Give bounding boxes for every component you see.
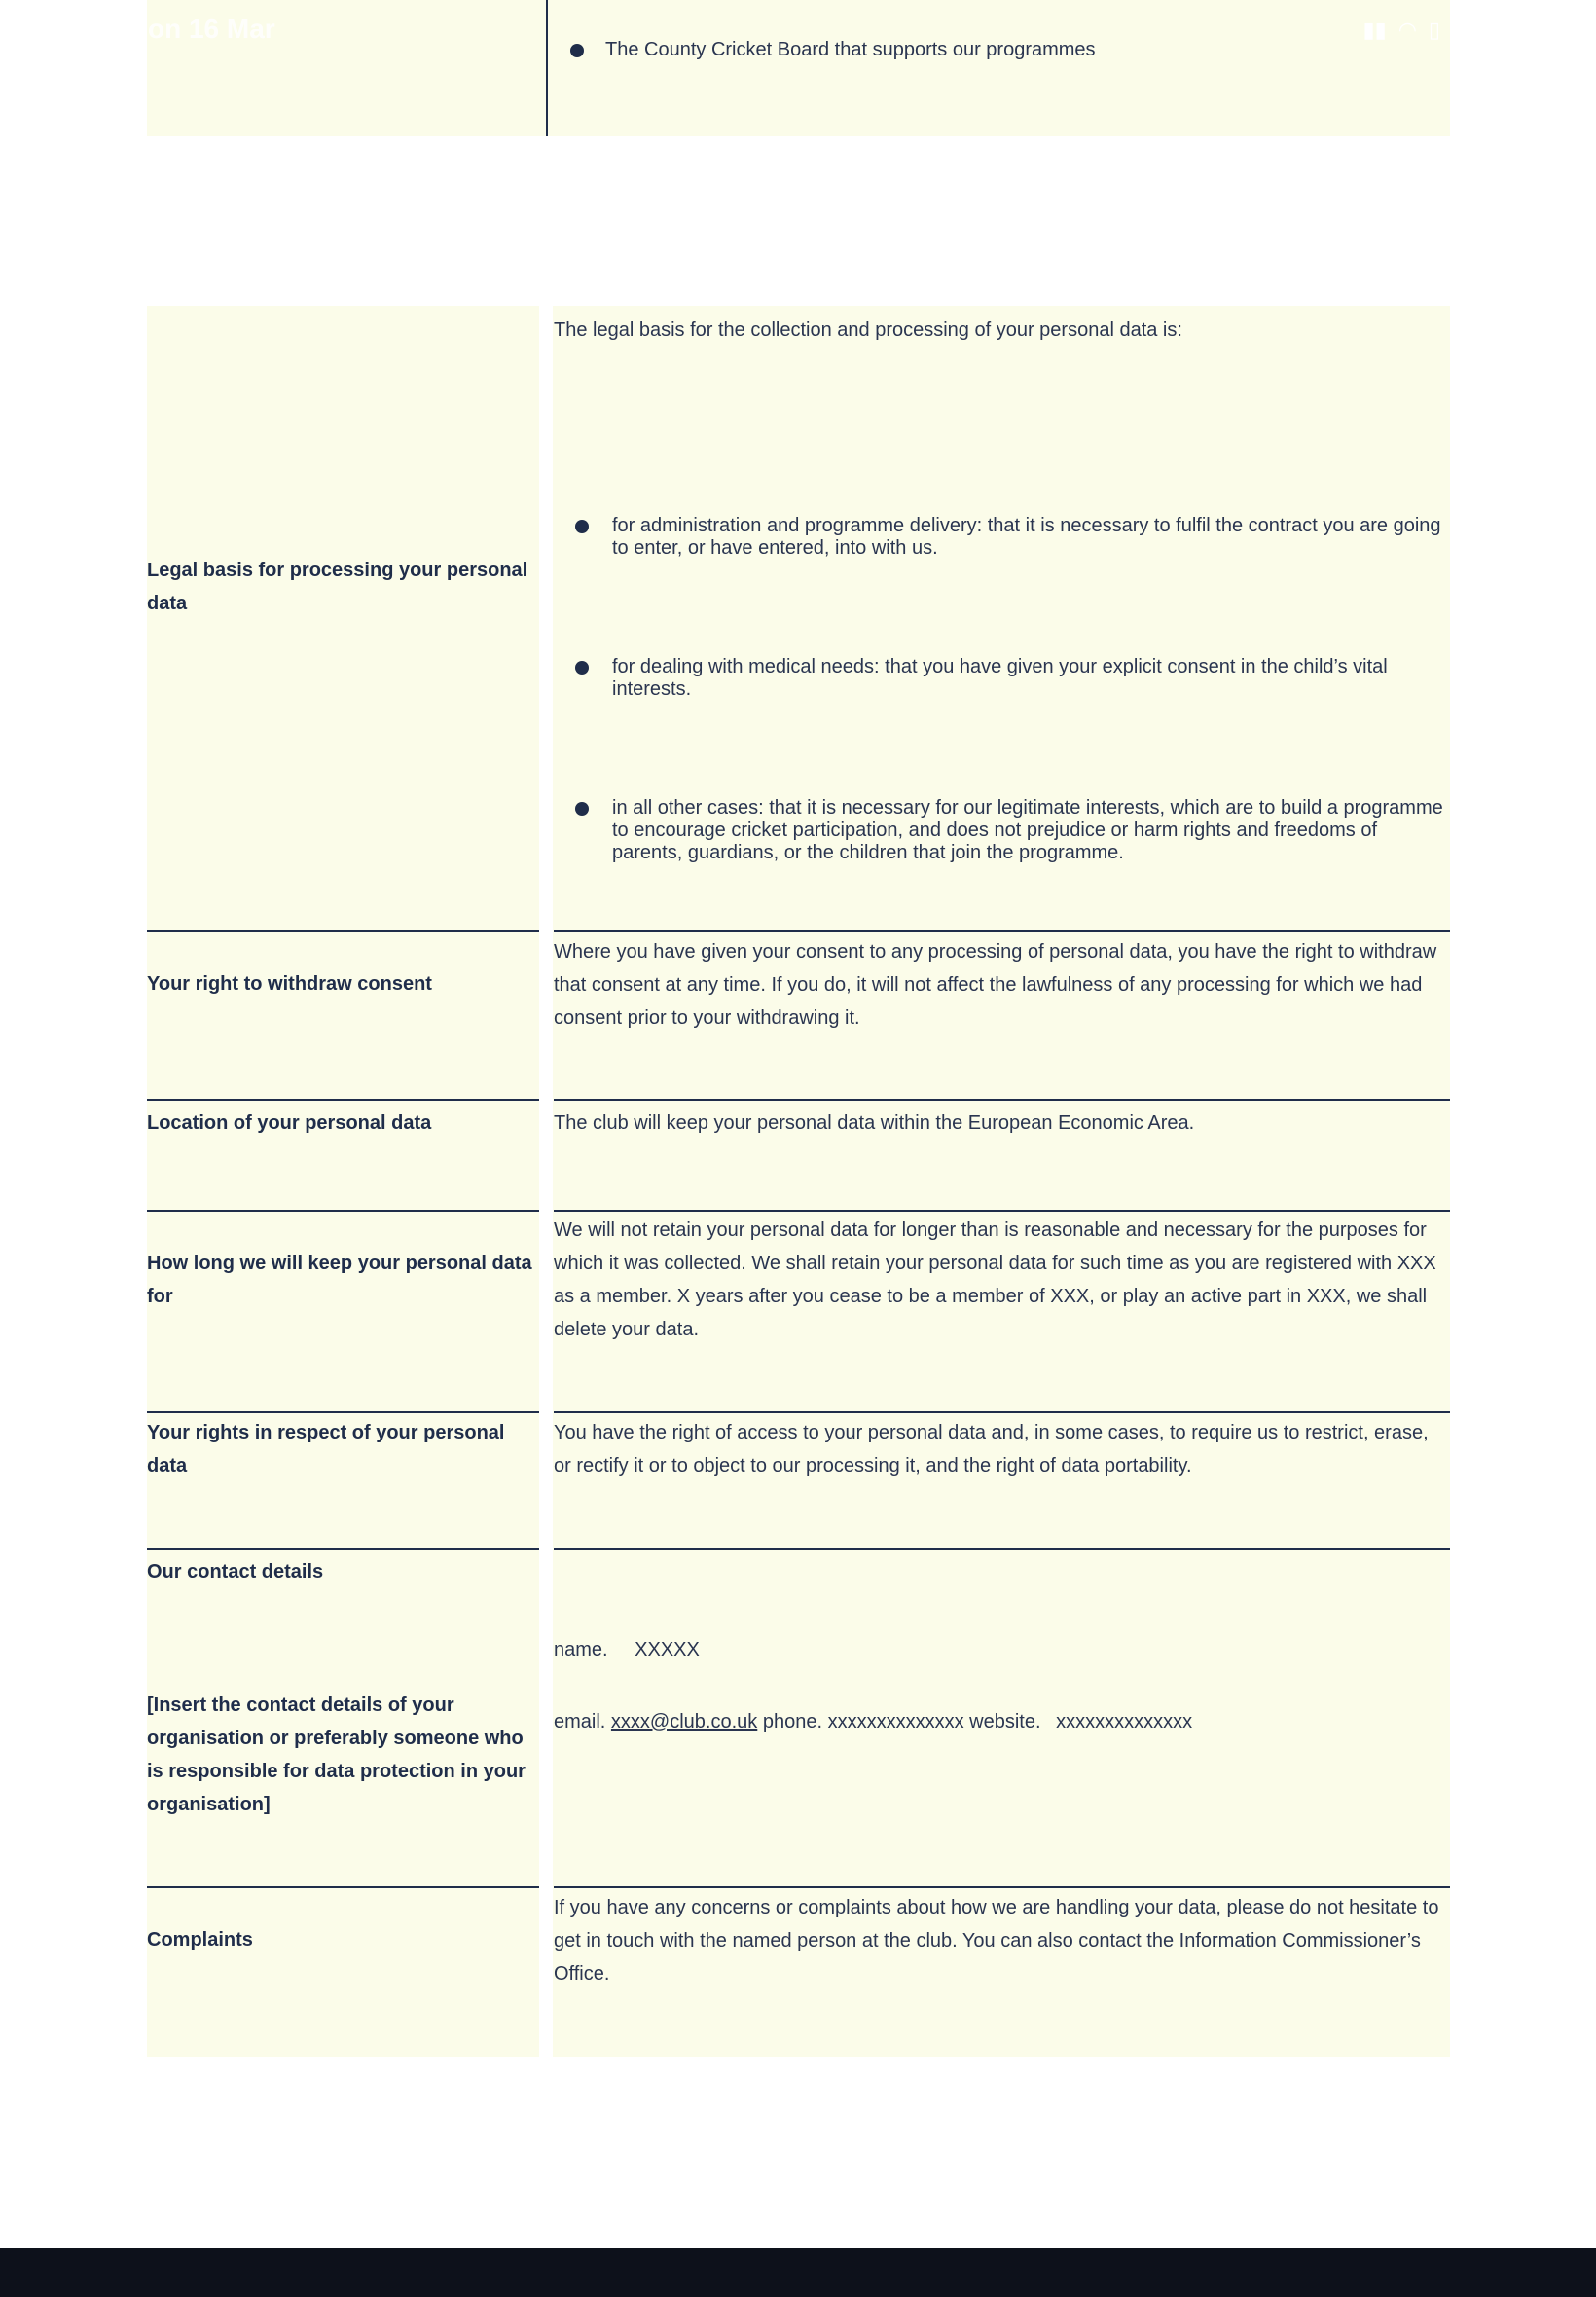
row-divider-right — [554, 930, 1450, 932]
name-value: XXXXX — [635, 1639, 700, 1660]
contact-name-line — [554, 1633, 1444, 1666]
row-divider-left — [147, 1411, 539, 1413]
complaints-text: If you have any concerns or complaints about how we are handling your data, please do not hesitate to get in touch with the named person at the club. You can also contact the Information Commissioner’s Office. — [554, 1897, 1439, 1985]
legal-basis-label: Legal basis for processing your personal data — [147, 560, 528, 614]
phone-value: xxxxxxxxxxxxxx — [827, 1711, 964, 1732]
retention-label: How long we will keep your personal data for — [147, 1253, 532, 1307]
retention-text: We will not retain your personal data for longer than is reasonable and necessary for the purposes for which it was collected. We shall retain your personal data for such time as you are registered with XXX as a member. X years after you cease to be a member of XXX, or play an active part in XXX, we shall delete your data. — [554, 1220, 1436, 1340]
phone-label: phone. — [762, 1711, 823, 1732]
complaints-label: Complaints — [147, 1929, 253, 1951]
bullet-dot — [575, 661, 589, 675]
table-right-column — [553, 306, 1450, 2057]
row-divider-left — [147, 1886, 539, 1888]
rights-text: You have the right of access to your personal data and, in some cases, to require us to restrict, erase, or rectify it or to object to our processing it, and the right of data portability. — [554, 1422, 1429, 1477]
signal-icon: ▮▮ — [1362, 18, 1387, 42]
contact-note: [Insert the contact details of your organisation or preferably someone who is responsible for data protection in your organisation] — [147, 1695, 526, 1815]
row-divider-left — [147, 1548, 539, 1550]
bullet-dot — [575, 520, 589, 533]
withdraw-consent-text: Where you have given your consent to any processing of personal data, you have the right to withdraw that consent at any time. If you do, it will not affect the lawfulness of any processing for which we had consent prior to your withdrawing it. — [554, 941, 1437, 1029]
row-divider-right — [554, 1548, 1450, 1550]
bottom-bar — [0, 2248, 1596, 2297]
row-divider-right — [554, 1411, 1450, 1413]
legal-basis-bullet-text: for dealing with medical needs: that you have given your explicit consent in the child’s vital interests. — [612, 656, 1388, 700]
battery-icon: ▯ — [1428, 18, 1440, 42]
legal-basis-bullet-text: in all other cases: that it is necessary for our legitimate interests, which are to build a programme to encourage cricket participation, and does not prejudice or harm rights and freedoms of parents, guardians, or the children that join the programme. — [612, 797, 1443, 863]
location-text: The club will keep your personal data within the European Economic Area. — [554, 1112, 1195, 1134]
rights-label: Your rights in respect of your personal data — [147, 1422, 505, 1477]
email-link[interactable]: xxxx@club.co.uk — [610, 1711, 758, 1732]
name-label: name. — [554, 1639, 608, 1660]
legal-basis-bullet-2 — [575, 656, 1444, 701]
wifi-icon: ◠ — [1397, 18, 1417, 42]
row-divider-left — [147, 930, 539, 932]
status-date: on 16 Mar — [148, 14, 275, 44]
top-row-bullet-text: The County Cricket Board that supports our programmes — [605, 39, 1096, 60]
top-row-right-cell — [548, 0, 1450, 136]
email-label: email. — [554, 1711, 606, 1732]
row-divider-left — [147, 1210, 539, 1212]
legal-basis-bullet-1 — [575, 515, 1444, 560]
withdraw-consent-label: Your right to withdraw consent — [147, 973, 432, 995]
row-divider-left — [147, 1099, 539, 1101]
contact-detail-line — [554, 1705, 1444, 1738]
contact-label: Our contact details — [147, 1561, 324, 1583]
website-label: website. — [969, 1711, 1041, 1732]
top-row-bullet — [570, 39, 1427, 61]
legal-basis-intro: The legal basis for the collection and processing of your personal data is: — [554, 319, 1182, 341]
row-divider-right — [554, 1099, 1450, 1101]
location-label: Location of your personal data — [147, 1112, 432, 1134]
bullet-dot — [570, 44, 584, 57]
website-value: xxxxxxxxxxxxxx — [1056, 1711, 1193, 1732]
row-divider-right — [554, 1210, 1450, 1212]
legal-basis-bullet-3 — [575, 797, 1444, 864]
row-divider-right — [554, 1886, 1450, 1888]
bullet-dot — [575, 802, 589, 816]
legal-basis-bullet-text: for administration and programme delivery: that it is necessary to fulfil the contract you are going to enter, or have entered, into with us. — [612, 515, 1441, 559]
